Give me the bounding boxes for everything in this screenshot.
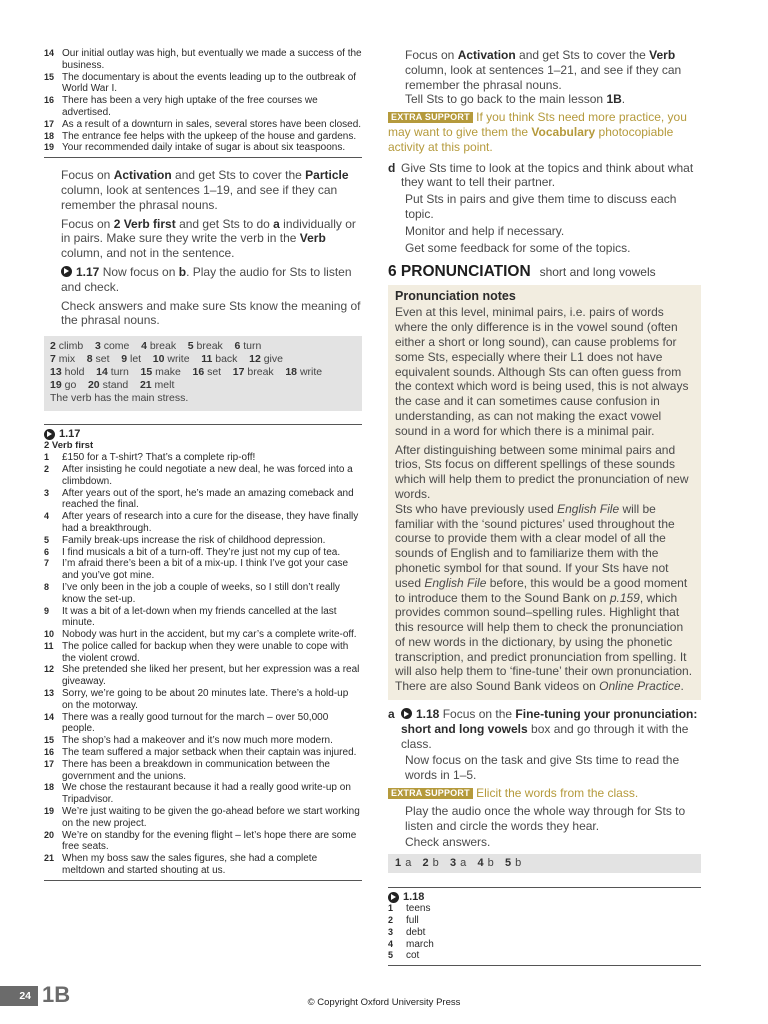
divider (44, 424, 362, 425)
paragraph-focus-activation-verb: Focus on Activation and get Sts to cover the Verb column, look at sentences 1–21, and see if they can remember the phrasal nouns. (405, 48, 682, 92)
answer-box-verbs (44, 336, 362, 411)
item-number: 20 (44, 829, 55, 840)
list-item (44, 511, 362, 535)
extra-support-vocabulary: EXTRA SUPPORT If you think Sts need more practice, you may want to give them the Vocabulary photocopiable activity at this point. (388, 110, 687, 154)
paragraph-pairs: Put Sts in pairs and give them time to discuss each topic. (405, 192, 677, 221)
sentence-list (44, 48, 362, 154)
divider (388, 965, 701, 966)
item-number: 14 (44, 711, 55, 722)
item-number: 6 (44, 546, 50, 557)
item-text: We’re just waiting to be given the go-ahead before we start working on the new project. (62, 806, 360, 829)
unit-label: 1B (42, 982, 71, 1007)
answer-row: 13 hold 14 turn 15 make 16 set 17 break 18 write (50, 366, 323, 379)
item-text: After insisting he could negotiate a new deal, he was forced into a climbdown. (62, 463, 353, 487)
audio-icon (44, 429, 55, 440)
section-heading: 6 PRONUNCIATION short and long vowels (388, 263, 656, 281)
paragraph-check: Check answers. (405, 835, 491, 850)
step-a: a 1.18 Focus on the Fine-tuning your pronunciation: short and long vowels box and go through it with the class. (388, 707, 698, 751)
audio-117-title: 1.17 (44, 428, 362, 440)
item-text: I’ve only been in the job a couple of weeks, so I still don’t really know the set-up. (62, 581, 340, 605)
notes-title: Pronunciation notes (395, 289, 516, 304)
right-column (388, 48, 701, 966)
item-text: teens (406, 903, 431, 915)
item-number: 19 (44, 806, 55, 817)
list-item (388, 939, 701, 951)
item-number: 2 (388, 915, 394, 926)
item-number: 3 (44, 487, 50, 498)
answer-row: 7 mix 8 set 9 let 10 write 11 back 12 give (50, 353, 283, 366)
paragraph-focus-activation: Focus on Activation and get Sts to cover the Particle column, look at sentences 1–19, and see if they can remember the phrasal nouns. (61, 168, 349, 212)
list-item (44, 688, 362, 712)
answer-note: The verb has the main stress. (50, 392, 189, 405)
item-text: When my boss saw the sales figures, she had a complete meltdown and started shouting at us. (62, 853, 318, 877)
audio-icon (401, 708, 412, 719)
item-text: There was a really good turnout for the march – over 50,000 people. (62, 711, 329, 735)
item-text: Sorry, we’re going to be about 20 minutes late. There’s a hold-up on the motorway. (62, 688, 349, 711)
list-item: 15 The documentary is about the events leading up to the outbreak of World War I. (44, 71, 357, 95)
item-number: 16 (44, 747, 55, 758)
item-text: Family break-ups increase the risk of childhood depression. (62, 534, 326, 546)
list-item (388, 915, 701, 927)
list-item (44, 582, 362, 606)
list-item: 19 Your recommended daily intake of sugar is about six teaspoons. (44, 142, 346, 154)
paragraph-tell-sts: Tell Sts to go back to the main lesson 1B. (405, 92, 626, 107)
answer-box-118: 1 a 2 b 3 a 4 b 5 b (388, 854, 701, 873)
list-item (44, 830, 362, 854)
divider (44, 157, 362, 158)
item-text: After years out of the sport, he’s made an amazing comeback and reached the final. (62, 487, 354, 511)
item-number: 8 (44, 581, 50, 592)
audio-118-transcript (388, 903, 701, 962)
item-number: 5 (388, 950, 394, 961)
audio-117-transcript (44, 452, 362, 877)
paragraph-focus-verb-first: Focus on 2 Verb first and get Sts to do a individually or in pairs. Make sure they write the verb in the Verb column, and not in the sentence. (61, 216, 356, 261)
item-number: 15 (44, 735, 55, 746)
item-number: 1 (44, 452, 50, 463)
item-number: 10 (44, 629, 55, 640)
list-item (44, 759, 362, 783)
item-text: Nobody was hurt in the accident, but my car’s a complete write-off. (62, 629, 357, 641)
notes-paragraph: Sts who have previously used English File will be familiar with the ‘sound pictures’ used throughout the course to provide them with a clear model of all the sounds of English and to familiarize them with the phonetic symbol for that sound. If your Sts have not used English File before, this would be a good moment to introduce them to the Sound Bank on p.159, which provides common sound–spelling rules. Highlight that this resource will help them to check the pronunciation of new words in the dictionary, by using the phonetic transcription, and predict pronunciation from spelling. It will also help them to ‘fine-tune’ their own pronunciation. There are also Sound Bank videos on Online Practice. (395, 501, 693, 694)
page-number: 24 (0, 986, 38, 1006)
list-item (44, 641, 362, 665)
item-text: We’re on standby for the evening flight – let’s hope there are some free seats. (62, 829, 357, 853)
item-text: march (406, 938, 434, 950)
item-text: debt (406, 926, 426, 938)
item-text: After years of research into a cure for the disease, they have finally had a breakthrough. (62, 511, 359, 534)
list-item (44, 558, 362, 582)
list-item: 18 The entrance fee helps with the upkeep of the house and gardens. (44, 130, 357, 142)
list-item (44, 464, 362, 488)
paragraph-check-answers: Check answers and make sure Sts know the meaning of the phrasal nouns. (61, 298, 361, 328)
paragraph-monitor: Monitor and help if necessary. (405, 223, 565, 238)
audio-118-title: 1.18 (388, 891, 701, 903)
extra-support-badge: EXTRA SUPPORT (388, 112, 473, 123)
paragraph-audio-117: 1.17 Now focus on b. Play the audio for Sts to listen and check. (61, 264, 352, 294)
list-item (44, 606, 362, 630)
item-text: full (406, 915, 419, 927)
answer-row: 2 climb 3 come 4 break 5 break 6 turn (50, 340, 262, 353)
divider (44, 880, 362, 881)
list-item (44, 806, 362, 830)
divider (388, 887, 701, 888)
audio-117-subtitle: 2 Verb first (44, 440, 94, 452)
item-number: 5 (44, 534, 50, 545)
list-item (44, 712, 362, 736)
list-item: 17 As a result of a downturn in sales, several stores have been closed. (44, 118, 362, 130)
item-text: The team suffered a major setback when their captain was injured. (62, 747, 357, 759)
extra-support-badge: EXTRA SUPPORT (388, 788, 473, 799)
item-number: 21 (44, 853, 55, 864)
item-text: It was a bit of a let-down when my friends cancelled at the last minute. (62, 605, 337, 629)
audio-icon (388, 892, 399, 903)
list-item (388, 903, 701, 915)
extra-support-elicit: EXTRA SUPPORT Elicit the words from the class. (388, 786, 701, 801)
paragraph-feedback: Get some feedback for some of the topics. (405, 240, 631, 255)
item-number: 11 (44, 640, 54, 651)
item-number: 4 (44, 511, 50, 522)
answer-row: 19 go 20 stand 21 melt (50, 379, 175, 392)
item-text: There has been a breakdown in communication between the government and the unions. (62, 758, 330, 782)
copyright: © Copyright Oxford University Press (307, 997, 461, 1008)
item-text: We chose the restaurant because it had a really good write-up on Tripadvisor. (62, 782, 351, 806)
notes-paragraph: Even at this level, minimal pairs, i.e. pairs of words where the only difference is in the vowel sound (often either a short or long sound), can cause problems for some Sts, especially where their L1 does not have equivalent sounds. Although Sts can often guess from the context which word is being used, this is not always the case and it can sometimes cause confusion in understanding, as can not making the exact vowel sound in a word for which there is a minimal pair. (395, 305, 689, 438)
list-item (388, 927, 701, 939)
item-number: 4 (388, 938, 394, 949)
list-item (44, 664, 362, 688)
item-text: I find musicals a bit of a turn-off. They’re just not my cup of tea. (62, 546, 341, 558)
audio-icon (61, 266, 72, 277)
list-item (44, 452, 362, 464)
list-item (44, 853, 362, 877)
list-item: 14 Our initial outlay was high, but eventually we made a success of the business. (44, 48, 362, 71)
item-number: 18 (44, 782, 55, 793)
list-item (44, 735, 362, 747)
list-item (388, 950, 701, 962)
list-item (44, 629, 362, 641)
item-text: I’m afraid there’s been a bit of a mix-up. I think I’ve got your case and you’ve got mine. (62, 558, 349, 582)
pronunciation-notes-box (388, 285, 701, 700)
left-column (44, 48, 362, 881)
item-number: 2 (44, 463, 50, 474)
item-text: The police called for backup when they were unable to cope with the violent crowd. (62, 640, 349, 664)
item-number: 3 (388, 926, 394, 937)
item-number: 1 (388, 903, 394, 914)
item-text: She pretended she liked her present, but her expression was a real giveaway. (62, 664, 360, 688)
list-item (44, 547, 362, 559)
item-number: 13 (44, 688, 55, 699)
paragraph-task: Now focus on the task and give Sts time to read the words in 1–5. (405, 753, 680, 783)
list-item (44, 488, 362, 512)
item-text: £150 for a T-shirt? That’s a complete rip-off! (62, 452, 256, 464)
item-text: cot (406, 950, 420, 962)
list-item (44, 782, 362, 806)
step-d: d Give Sts time to look at the topics and think about what they want to tell their partner. (388, 160, 694, 190)
item-number: 12 (44, 664, 55, 675)
paragraph-play-audio: Play the audio once the whole way through for Sts to listen and circle the words they hear. (405, 803, 686, 833)
notes-paragraph: After distinguishing between some minimal pairs and trios, Sts focus on different spellings of these sounds which will help them to predict the pronunciation of new words. (395, 442, 689, 501)
item-text: The shop’s had a makeover and it’s now much more modern. (62, 735, 333, 747)
item-number: 9 (44, 605, 50, 616)
list-item (44, 535, 362, 547)
list-item: 16 There has been a very high uptake of the free courses we advertised. (44, 95, 318, 118)
item-number: 7 (44, 558, 50, 569)
item-number: 17 (44, 758, 55, 769)
list-item (44, 747, 362, 759)
